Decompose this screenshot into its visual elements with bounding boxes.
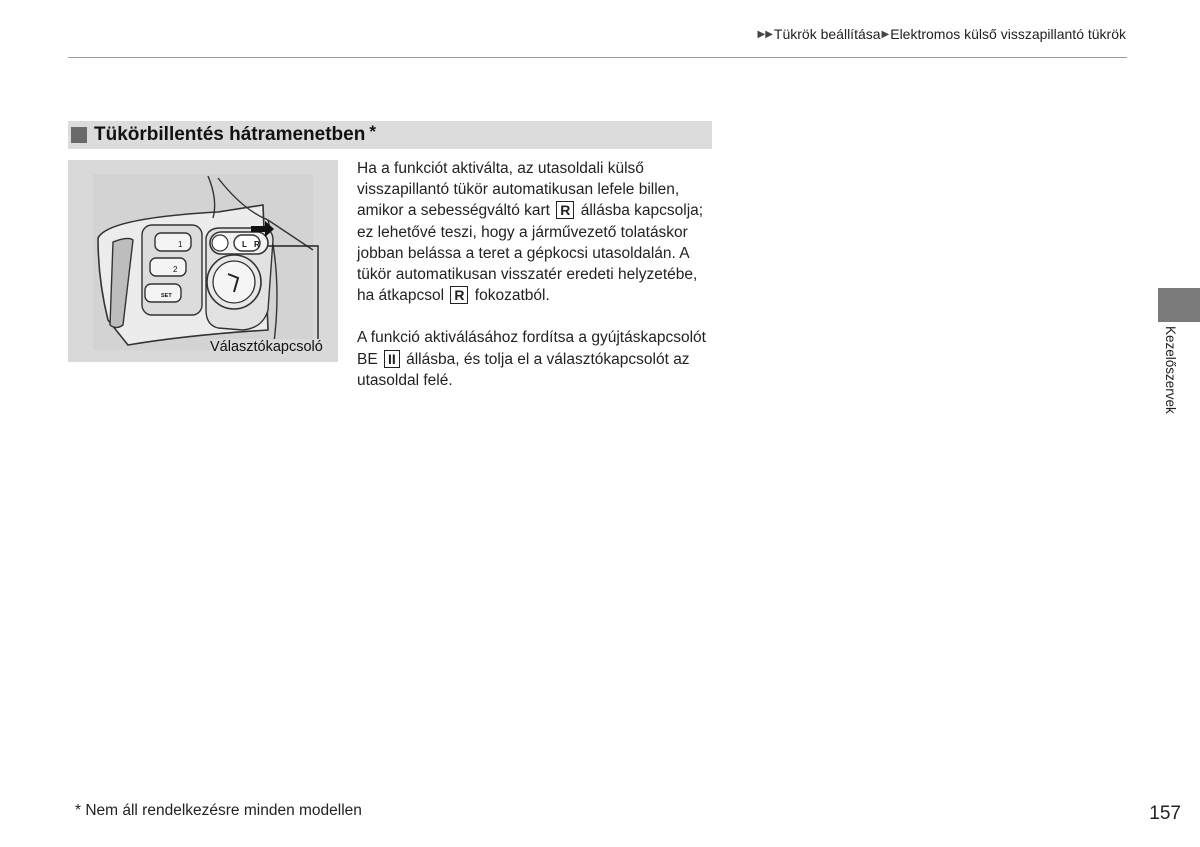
- breadcrumb-item-mirror-adjustment[interactable]: Tükrök beállítása: [773, 26, 881, 42]
- ignition-ii-key: II: [384, 350, 400, 368]
- selector-left-label: L: [242, 240, 247, 249]
- paragraph-1-text-c: A tükör automatikusan visszatér eredeti helyzetébe, ha átkapcsol: [357, 244, 698, 305]
- double-arrow-icon: ▶▶: [757, 28, 773, 40]
- gear-r-key-2: R: [450, 286, 468, 304]
- arrow-icon: ▶: [881, 28, 890, 40]
- paragraph-2-text-b: állásba, és tolja el a választókapcsolót az utasoldal felé.: [357, 350, 690, 389]
- door-panel-drawing: [68, 160, 338, 362]
- breadcrumb: [757, 26, 1126, 42]
- heading-marker-icon: [71, 127, 87, 143]
- footnote: * Nem áll rendelkezésre minden modellen: [75, 802, 362, 819]
- section-heading: [68, 121, 712, 149]
- paragraph-1: [357, 158, 717, 306]
- top-divider: [68, 57, 1127, 58]
- footnote-asterisk: *: [369, 122, 376, 141]
- set-button-label: SET: [161, 293, 172, 299]
- paragraph-1-text-a: Ha a funkciót aktiválta, az utasoldali külső visszapillantó tükör automatikusan lefele billen, amikor a sebességváltó kart: [357, 160, 680, 220]
- section-title: Tükörbillentés hátramenetben: [94, 124, 366, 145]
- chapter-tab[interactable]: [1158, 288, 1200, 322]
- body-text: [357, 158, 717, 391]
- figure-caption: Választókapcsoló: [210, 339, 323, 355]
- paragraph-1-text-d: fokozatból.: [474, 287, 550, 305]
- memory-button-2-label: 2: [173, 265, 178, 274]
- gear-r-key: R: [556, 201, 574, 219]
- page-number: 157: [1149, 803, 1181, 824]
- memory-button-1-label: 1: [178, 240, 183, 249]
- selector-right-label: R: [254, 240, 260, 249]
- breadcrumb-item-power-mirrors[interactable]: Elektromos külső visszapillantó tükrök: [890, 26, 1126, 42]
- paragraph-2: [357, 327, 717, 391]
- paragraph-1-text-b: állásba kapcsolja; ez lehetővé teszi, hogy a járművezető tolatáskor jobban belássa a teret a gépkocsi utasoldalán.: [357, 202, 704, 262]
- chapter-tab-label: Kezelőszervek: [1163, 326, 1178, 414]
- paragraph-2-text-a: A funkció aktiválásához fordítsa a gyújtáskapcsolót BE: [357, 329, 706, 368]
- selector-switch-illustration: [68, 160, 338, 362]
